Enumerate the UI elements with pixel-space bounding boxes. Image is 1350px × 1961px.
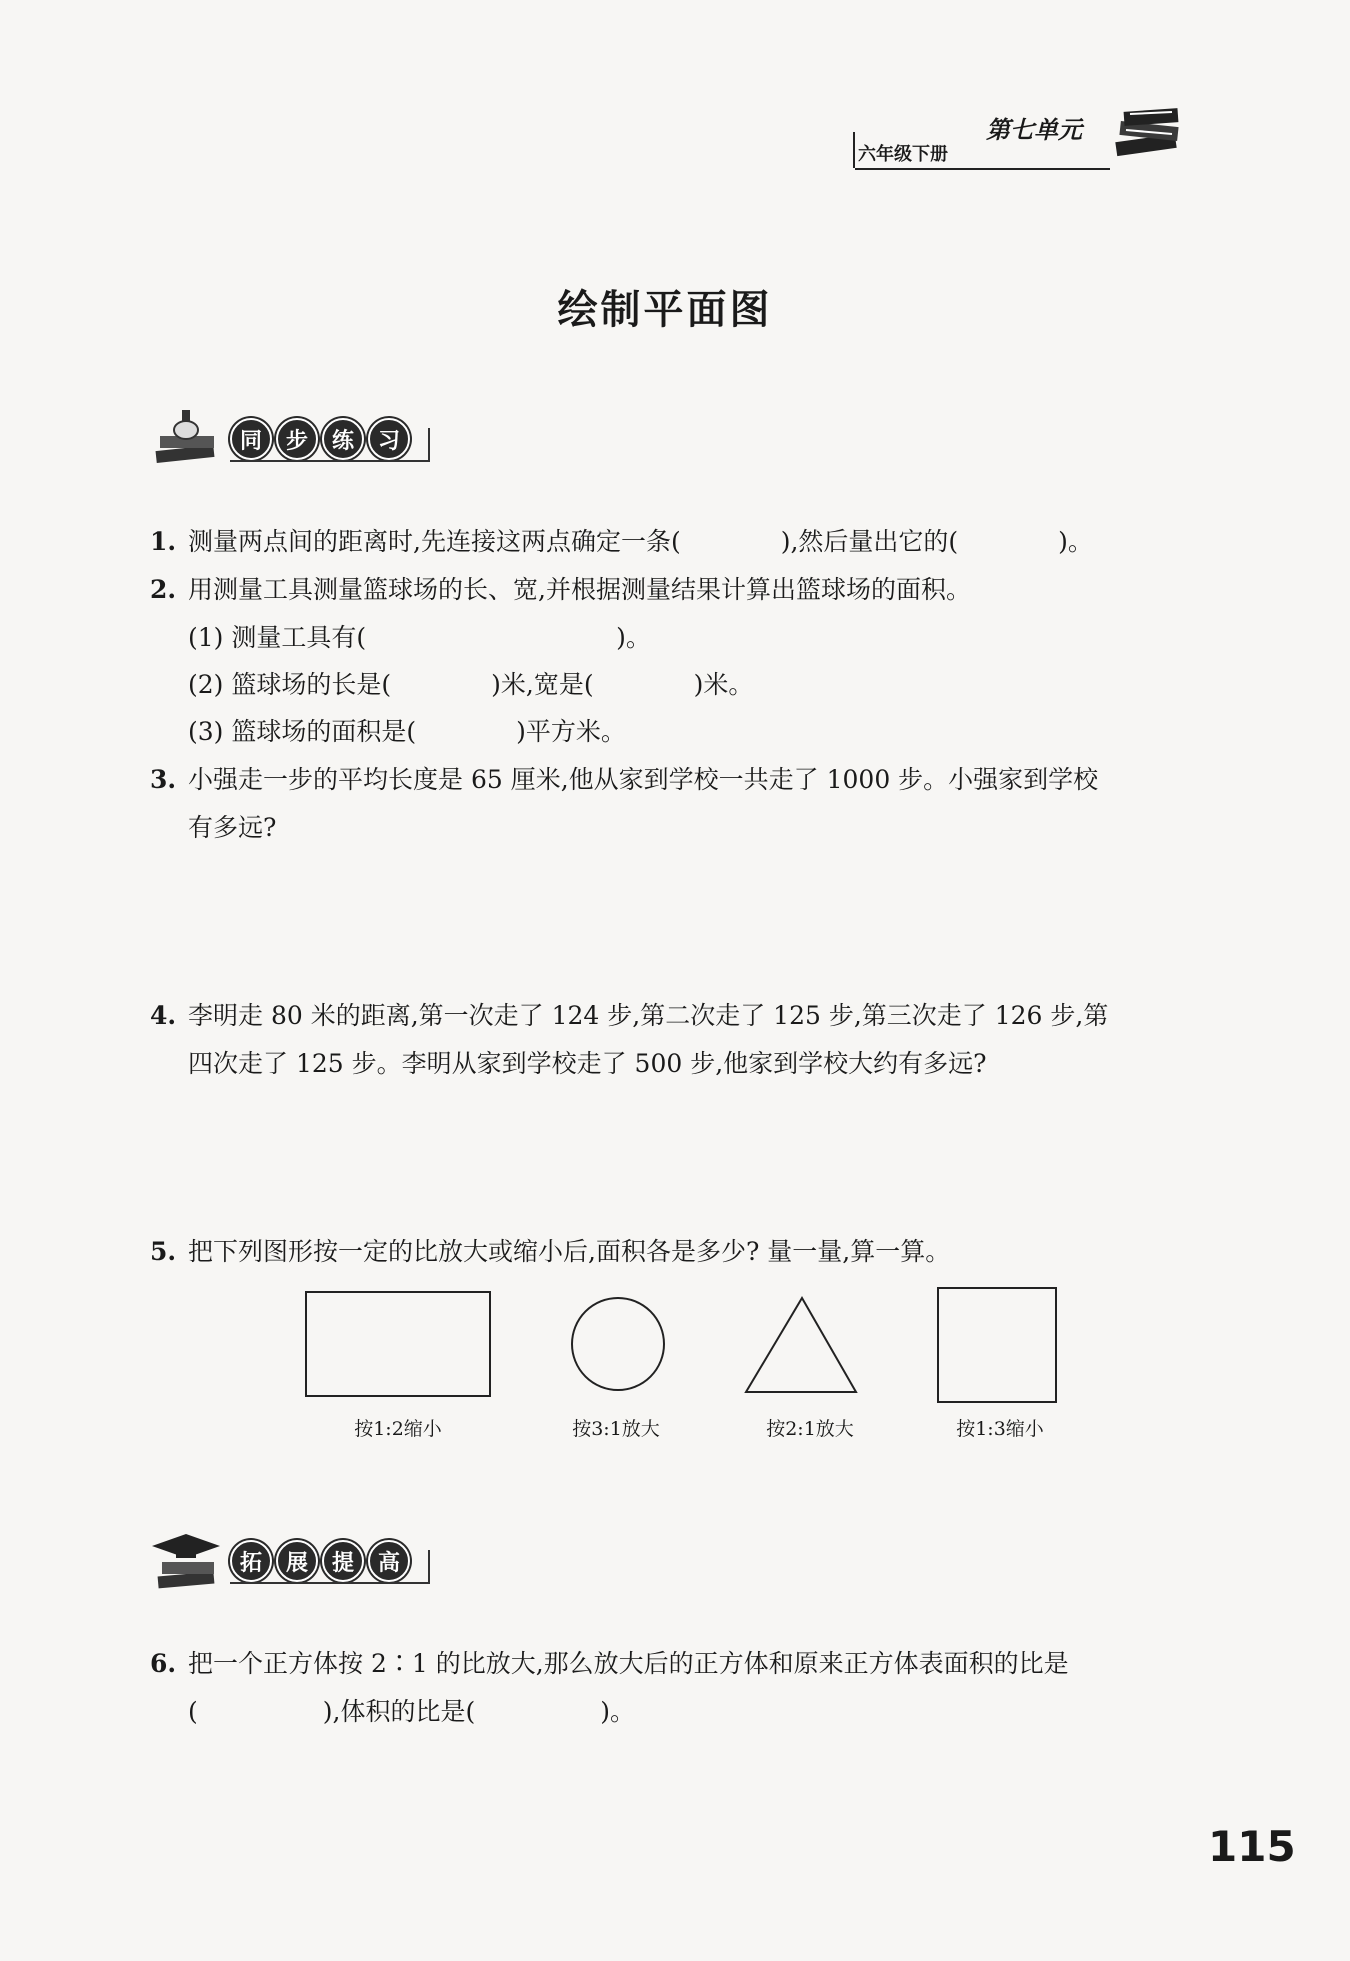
question-2: 2. 用测量工具测量篮球场的长、宽,并根据测量结果计算出篮球场的面积。 [150,575,971,604]
badge-char: 习 [368,418,410,460]
graduation-books-icon [150,1528,230,1598]
square-shape [938,1288,1056,1402]
caption-square: 按1:3缩小 [956,1418,1044,1440]
section-badge-practice [150,408,450,462]
badge-char: 拓 [230,1540,272,1582]
grade-label: 六年级下册 [858,144,948,165]
caption-circle: 按3:1放大 [572,1418,660,1440]
header-divider [853,132,855,168]
header-underline [855,168,1110,170]
page-title: 绘制平面图 [557,287,773,333]
question-6-line-2: ( ),体积的比是( )。 [188,1697,635,1726]
circle-shape [572,1298,664,1390]
shapes-figure [0,1280,1350,1410]
caption-rectangle: 按1:2缩小 [354,1418,442,1440]
question-2-part-3: (3) 篮球场的面积是( )平方米。 [188,717,626,746]
question-1: 1. 测量两点间的距离时,先连接这两点确定一条( ),然后量出它的( )。 [150,527,1093,556]
rectangle-shape [306,1292,490,1396]
page-number: 115 [1208,1822,1296,1871]
badge-char: 步 [276,418,318,460]
unit-label: 第七单元 [986,116,1082,144]
caption-triangle: 按2:1放大 [766,1418,854,1440]
question-5: 5. 把下列图形按一定的比放大或缩小后,面积各是多少? 量一量,算一算。 [150,1237,951,1266]
question-3-line-2: 有多远? [188,813,277,842]
question-2-part-1: (1) 测量工具有( )。 [188,623,651,652]
books-icon [1110,100,1190,174]
question-4: 4. 李明走 80 米的距离,第一次走了 124 步,第二次走了 125 步,第三次走了 126 步,第 [150,1001,1109,1030]
question-4-line-2: 四次走了 125 步。李明从家到学校走了 500 步,他家到学校大约有多远? [188,1049,987,1078]
question-3: 3. 小强走一步的平均长度是 65 厘米,他从家到学校一共走了 1000 步。小强家到学校 [150,765,1099,794]
badge-char: 练 [322,418,364,460]
badge-char: 高 [368,1540,410,1582]
lamp-books-icon [150,404,230,474]
triangle-shape [746,1298,856,1392]
section-badge-extension [150,1530,450,1584]
question-6: 6. 把一个正方体按 2∶1 的比放大,那么放大后的正方体和原来正方体表面积的比是 [150,1649,1069,1678]
badge-char: 同 [230,418,272,460]
badge-char: 展 [276,1540,318,1582]
question-2-part-2: (2) 篮球场的长是( )米,宽是( )米。 [188,670,754,699]
badge-char: 提 [322,1540,364,1582]
